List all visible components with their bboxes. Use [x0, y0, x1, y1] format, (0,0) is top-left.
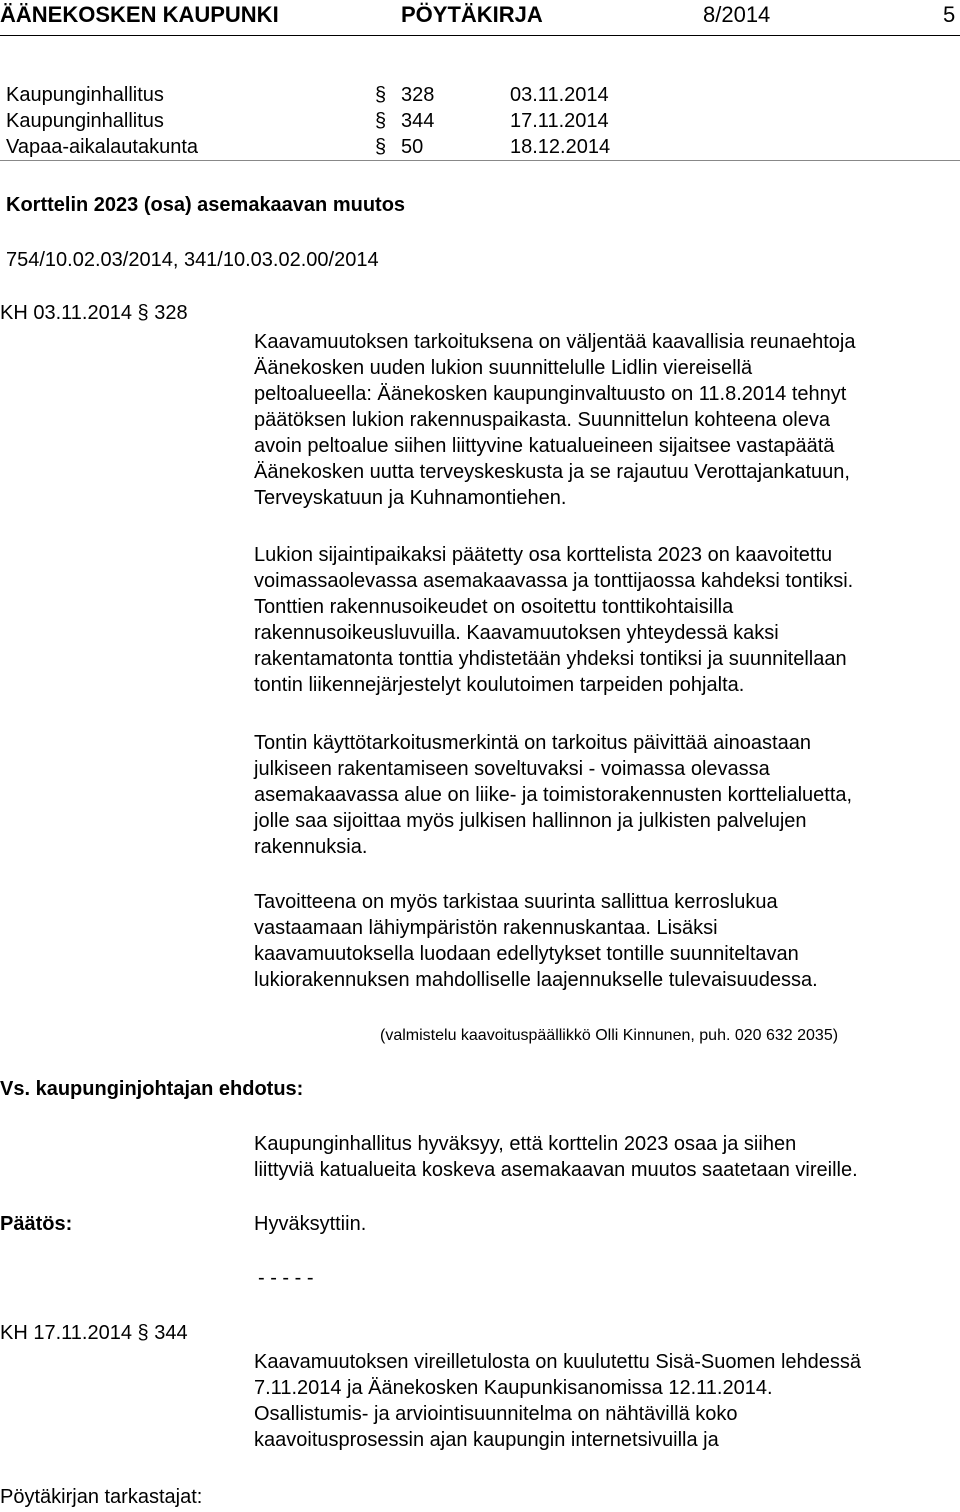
kh-reference	[0, 1323, 188, 1343]
treatment-date: 17.11.2014	[510, 110, 609, 132]
paragraph-line: rakentamatonta tonttia yhdistetään yhdeksi tontiksi ja suunnitellaan	[254, 648, 847, 670]
section-icon: §	[375, 136, 387, 158]
kh-reference-date: KH 17.11.2014	[0, 1322, 132, 1344]
treatment-number: 328	[401, 84, 435, 106]
paragraph-line: Äänekosken uutta terveyskeskusta ja se rajautuu Verottajankatuun,	[254, 461, 850, 483]
separator: - - - - -	[258, 1267, 314, 1289]
paragraph-line: asemakaavassa alue on liike- ja toimistorakennusten korttelialuetta,	[254, 784, 853, 806]
paragraph-line: jolle saa sijoittaa myös julkisen hallinnon ja julkisten palvelujen	[254, 810, 807, 832]
paragraph-line: kaavamuutoksella luodaan edellytykset tontille suunniteltavan	[254, 943, 799, 965]
matter-title: Korttelin 2023 (osa) asemakaavan muutos	[6, 194, 406, 216]
paragraph-line: liittyviä katualueita koskeva asemakaavan muutos saatetaan vireille.	[254, 1159, 858, 1181]
org-name: ÄÄNEKOSKEN KAUPUNKI	[0, 2, 279, 27]
paragraph-line: julkiseen rakentamiseen soveltuvaksi - voimassa olevassa	[254, 758, 770, 780]
decision-text: Hyväksyttiin.	[254, 1213, 367, 1235]
kh-reference	[0, 303, 188, 323]
preparer-note: (valmistelu kaavoituspäällikkö Olli Kinnunen, puh. 020 632 2035)	[380, 1027, 839, 1044]
paragraph-line: rakennuksia.	[254, 836, 368, 858]
decision-label: Päätös:	[0, 1213, 73, 1235]
document-type: PÖYTÄKIRJA	[401, 2, 543, 27]
paragraph-line: Osallistumis- ja arviointisuunnitelma on nähtävillä koko	[254, 1403, 738, 1425]
paragraph-line: vastaamaan lähiympäristön rakennuskantaa. Lisäksi	[254, 917, 718, 939]
paragraph	[254, 1349, 960, 1453]
proposal-label: Vs. kaupunginjohtajan ehdotus:	[0, 1078, 304, 1100]
section-icon: §	[137, 302, 149, 324]
proposal-text	[254, 1131, 960, 1183]
paragraph-line: tontin liikennejärjestelyt koulutoimen tarpeiden pohjalta.	[254, 674, 745, 696]
treatment-number: 50	[401, 136, 424, 158]
paragraph	[254, 730, 960, 860]
page-number: 5	[943, 2, 956, 27]
section-icon: §	[375, 84, 387, 106]
treatment-number: 344	[401, 110, 435, 132]
paragraph-line: lukiorakennuksen mahdolliselle laajennukselle tulevaisuudessa.	[254, 969, 818, 991]
section-icon: §	[137, 1322, 149, 1344]
paragraph	[254, 329, 960, 511]
paragraph-line: voimassaolevassa asemakaavassa ja tonttijaossa kahdeksi tontiksi.	[254, 570, 854, 592]
paragraph	[254, 889, 960, 993]
kh-reference-date: KH 03.11.2014	[0, 302, 132, 324]
paragraph-line: Kaavamuutoksen vireilletulosta on kuulutettu Sisä-Suomen lehdessä	[254, 1351, 862, 1373]
treatment-body: Kaupunginhallitus	[6, 110, 164, 132]
paragraph-line: Kaavamuutoksen tarkoituksena on väljentää kaavallisia reunaehtoja	[254, 331, 856, 353]
paragraph-line: Kaupunginhallitus hyväksyy, että korttelin 2023 osaa ja siihen	[254, 1133, 797, 1155]
paragraph-line: Tavoitteena on myös tarkistaa suurinta sallittua kerroslukua	[254, 891, 778, 913]
paragraph-line: 7.11.2014 ja Äänekosken Kaupunkisanomissa 12.11.2014.	[254, 1377, 773, 1399]
paragraph-line: Tontin käyttötarkoitusmerkintä on tarkoitus päivittää ainoastaan	[254, 732, 811, 754]
paragraph-line: avoin peltoalue siihen liittyvine katualueineen sijaitsee vastapäätä	[254, 435, 835, 457]
footer-inspectors-label: Pöytäkirjan tarkastajat:	[0, 1486, 203, 1508]
treatment-rule	[0, 160, 960, 161]
treatment-date: 03.11.2014	[510, 84, 609, 106]
paragraph-line: Lukion sijaintipaikaksi päätetty osa korttelista 2023 on kaavoitettu	[254, 544, 833, 566]
paragraph-line: Tonttien rakennusoikeudet on osoitettu tonttikohtaisilla	[254, 596, 734, 618]
kh-reference-number: 344	[154, 1322, 188, 1344]
section-icon: §	[375, 110, 387, 132]
paragraph	[254, 542, 960, 698]
paragraph-line: Terveyskatuun ja Kuhnamontiehen.	[254, 487, 567, 509]
treatment-body: Kaupunginhallitus	[6, 84, 164, 106]
kh-reference-number: 328	[154, 302, 188, 324]
paragraph-line: päätöksen lukion rakennuspaikasta. Suunnittelun kohteena oleva	[254, 409, 830, 431]
paragraph-line: rakennusoikeusluvuilla. Kaavamuutoksen yhteydessä kaksi	[254, 622, 779, 644]
header-rule	[0, 35, 960, 36]
treatment-date: 18.12.2014	[510, 136, 611, 158]
paragraph-line: peltoalueella: Äänekosken kaupunginvaltuusto on 11.8.2014 tehnyt	[254, 383, 847, 405]
paragraph-line: Äänekosken uuden lukion suunnittelulle Lidlin viereisellä	[254, 357, 753, 379]
paragraph-line: kaavoitusprosessin ajan kaupungin internetsivuilla ja	[254, 1429, 719, 1451]
treatment-body: Vapaa-aikalautakunta	[6, 136, 198, 158]
diary-numbers: 754/10.02.03/2014, 341/10.03.02.00/2014	[6, 249, 379, 271]
minutes-number: 8/2014	[703, 2, 771, 27]
